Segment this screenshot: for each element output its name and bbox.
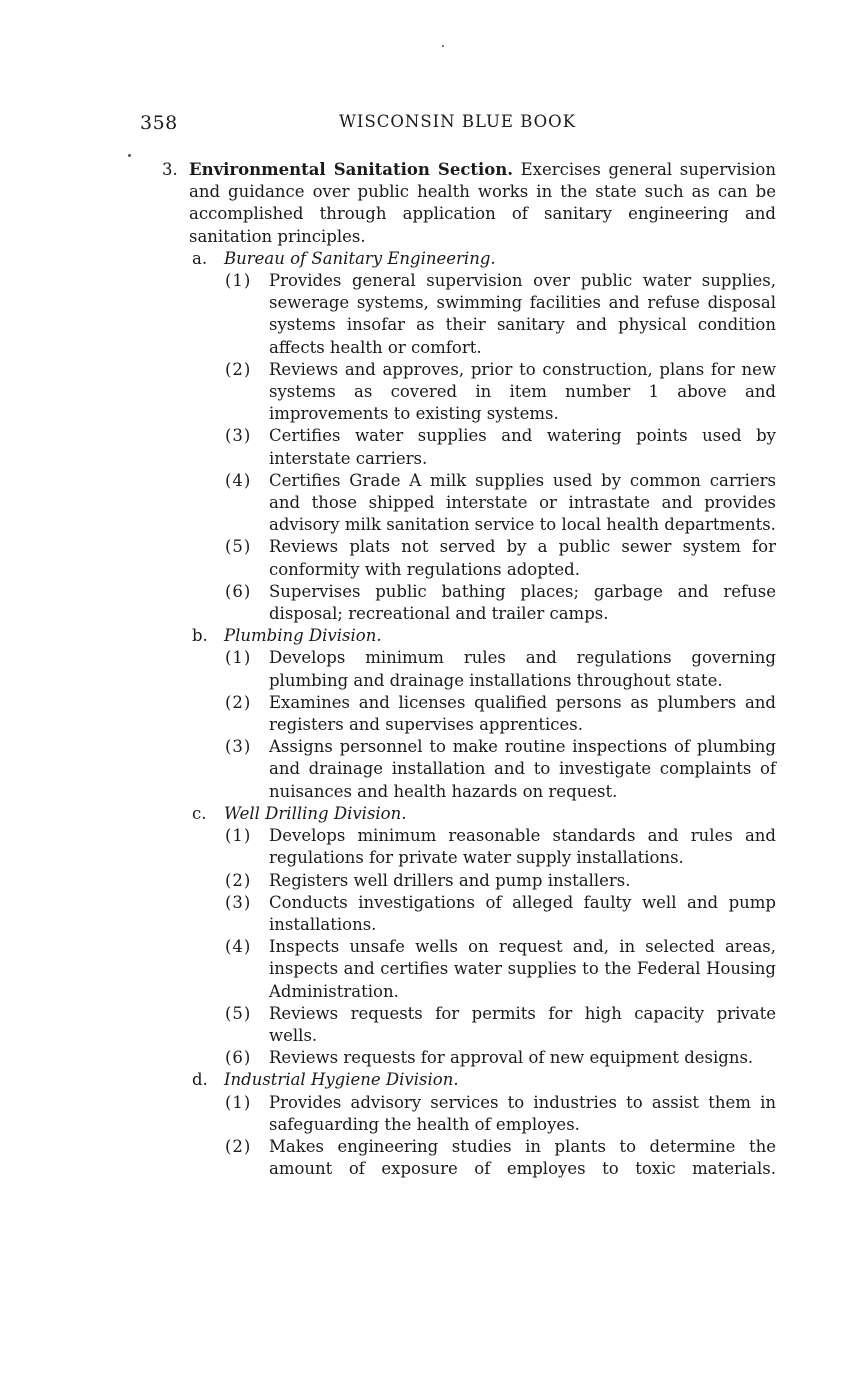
item-number: (1)	[225, 826, 252, 846]
item-number: (3)	[225, 892, 252, 912]
item-number: (5)	[225, 1003, 252, 1023]
item-number: (2)	[225, 359, 252, 379]
section-number: 3.	[162, 160, 178, 179]
section-heading	[162, 159, 776, 248]
list-item	[162, 425, 776, 469]
subsection-letter: d.	[192, 1070, 208, 1090]
subsection-well-drilling	[162, 803, 776, 1069]
item-text: Examines and licenses qualified persons as plumbers and registers and supervises apprentices.	[269, 692, 776, 735]
list-item	[162, 270, 776, 359]
subsection-heading	[162, 625, 776, 647]
item-text: Develops minimum reasonable standards and rules and regulations for private water supply installations.	[269, 826, 776, 868]
subsection-title: Plumbing Division.	[224, 626, 382, 646]
item-number: (1)	[225, 271, 252, 291]
item-text: Assigns personnel to make routine inspections of plumbing and drainage installation and to investigate complaints of nuisances and health hazards on request.	[269, 737, 776, 801]
subsection-heading	[162, 248, 776, 270]
running-head: WISCONSIN BLUE BOOK	[338, 112, 577, 131]
subsection-letter: b.	[192, 626, 208, 646]
page-number: 358	[140, 112, 178, 134]
list-item	[162, 359, 776, 426]
item-text: Conducts investigations of alleged faulty well and pump installations.	[269, 892, 776, 934]
item-text: Makes engineering studies in plants to determine the amount of exposure of employes to toxic materials.	[269, 1136, 776, 1179]
list-item	[162, 736, 776, 803]
item-text: Supervises public bathing places; garbage and refuse disposal; recreational and trailer camps.	[269, 581, 776, 624]
subsection-industrial-hygiene	[162, 1069, 776, 1180]
scan-speck	[128, 154, 131, 157]
item-number: (4)	[225, 937, 252, 957]
list-item	[162, 1047, 776, 1069]
item-text: Reviews plats not served by a public sewer system for conformity with regulations adopted.	[269, 537, 776, 579]
list-item	[162, 1136, 776, 1180]
subsection-plumbing	[162, 625, 776, 803]
item-number: (3)	[225, 737, 252, 757]
list-item	[162, 1003, 776, 1047]
item-text: Certifies water supplies and watering points used by interstate carriers.	[269, 426, 776, 468]
item-number: (2)	[225, 1136, 252, 1156]
item-text: Provides advisory services to industries to assist them in safeguarding the health of employes.	[269, 1092, 776, 1134]
item-number: (2)	[225, 692, 252, 712]
item-number: (2)	[225, 870, 252, 890]
list-item	[162, 825, 776, 869]
list-item	[162, 1092, 776, 1136]
subsection-title: Bureau of Sanitary Engineering.	[224, 248, 496, 268]
item-number: (1)	[225, 1092, 252, 1112]
item-text: Registers well drillers and pump installers.	[269, 870, 631, 890]
item-number: (6)	[225, 1048, 252, 1068]
list-item	[162, 581, 776, 625]
scan-speck	[442, 45, 444, 47]
page-body	[162, 159, 776, 1180]
list-item	[162, 536, 776, 580]
item-number: (5)	[225, 537, 252, 557]
item-number: (1)	[225, 648, 252, 668]
subsection-letter: a.	[192, 248, 208, 268]
subsection-heading	[162, 1069, 776, 1091]
list-item	[162, 936, 776, 1003]
item-number: (3)	[225, 426, 252, 446]
subsection-title: Well Drilling Division.	[224, 803, 407, 823]
item-text: Reviews requests for approval of new equipment designs.	[269, 1048, 754, 1068]
item-number: (4)	[225, 470, 252, 490]
item-number: (6)	[225, 581, 252, 601]
list-item	[162, 692, 776, 736]
subsection-heading	[162, 803, 776, 825]
subsection-sanitary-engineering	[162, 248, 776, 625]
list-item	[162, 870, 776, 892]
item-text: Inspects unsafe wells on request and, in selected areas, inspects and certifies water supplies to the Federal Housing Administration.	[269, 937, 776, 1001]
section-intro: Exercises general supervision and guidance over public health works in the state such as can be accomplished through application of sanitary engineering and sanitation principles.	[189, 160, 776, 246]
list-item	[162, 647, 776, 691]
list-item	[162, 892, 776, 936]
item-text: Reviews and approves, prior to construction, plans for new systems as covered in item number 1 above and improvements to existing systems.	[269, 359, 776, 424]
subsection-letter: c.	[192, 803, 207, 823]
section-title: Environmental Sanitation Section.	[189, 160, 514, 179]
item-text: Reviews requests for permits for high capacity private wells.	[269, 1003, 776, 1045]
item-text: Provides general supervision over public water supplies, sewerage systems, swimming facilities and refuse disposal systems insofar as their sanitary and physical condition affects health or comfort.	[269, 271, 776, 357]
list-item	[162, 470, 776, 537]
item-text: Develops minimum rules and regulations governing plumbing and drainage installations throughout state.	[269, 648, 776, 690]
subsection-title: Industrial Hygiene Division.	[224, 1070, 459, 1090]
item-text: Certifies Grade A milk supplies used by common carriers and those shipped interstate or intrastate and provides advisory milk sanitation service to local health departments.	[269, 470, 776, 535]
